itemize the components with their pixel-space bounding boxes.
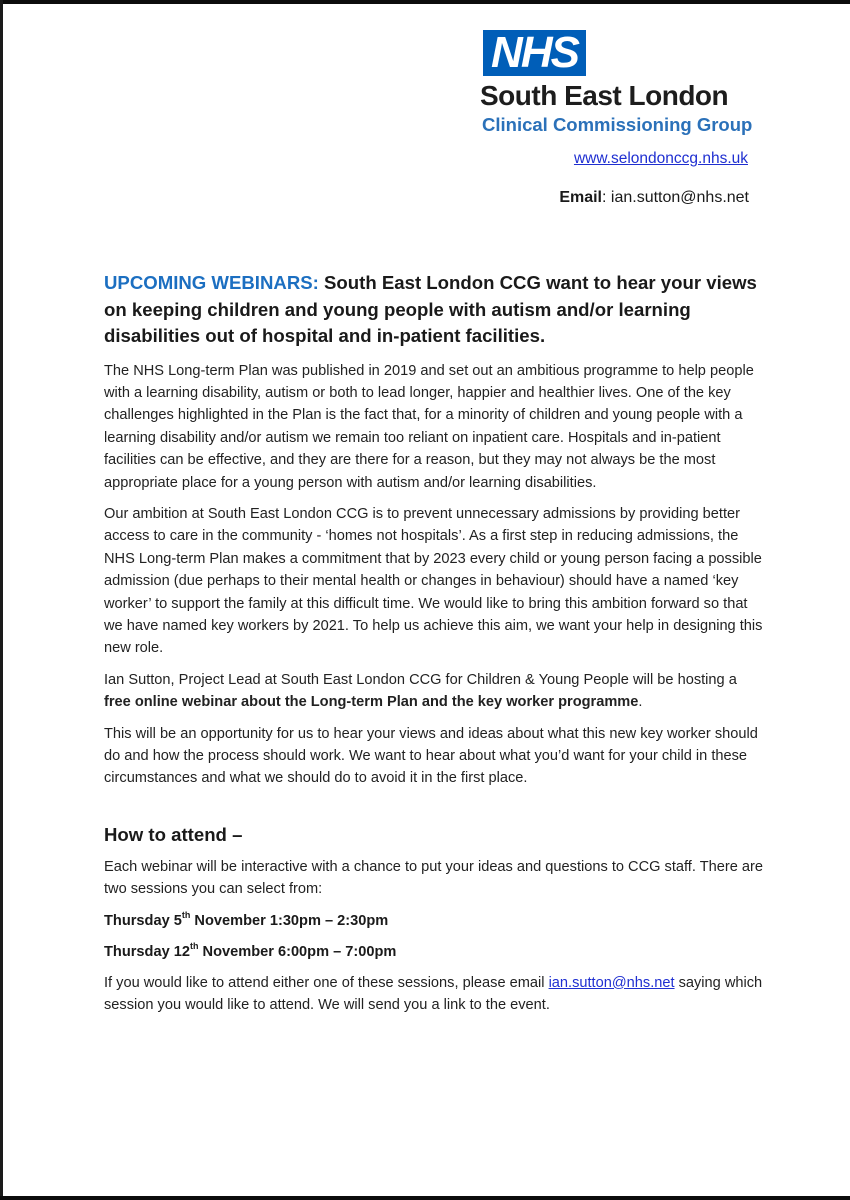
session-suffix: th [181, 909, 191, 920]
page-top-edge [0, 0, 850, 4]
session-1 [104, 910, 764, 932]
session-day: Thursday 5 [104, 912, 182, 929]
session-suffix: th [189, 940, 199, 951]
paragraph-ambition: Our ambition at South East London CCG is to prevent unnecessary admissions by providing better access to care in the community - ‘homes not hospitals’. As a first step in reducing admissions, the NHS Long-term Plan makes a commitment that by 2023 every child or young person facing a possible admission (due perhaps to their mental health or changes in behaviour) should have a named ‘key worker’ to support the family at this difficult time. We would like to bring this ambition forward so that we have named key workers by 2021. To help us achieve this aim, we want your help in designing this new role. [104, 505, 763, 657]
nhs-logo: NHS [483, 30, 586, 76]
closing-paragraph [104, 972, 764, 1017]
closing-end: saying which session you would like to attend. We will send you a link to the event. [104, 974, 763, 1014]
webinar-end: . [638, 694, 643, 711]
headline-rest: South East London CCG want to hear your views on keeping children and young people with autism and/or learning disabilities out of hospital and in-patient facilities. [104, 272, 757, 346]
paragraph-plan: The NHS Long-term Plan was published in 2019 and set out an ambitious programme to help people with a learning disability, autism or both to lead longer, happier and healthier lives. One of the key challenges highlighted in the Plan is the fact that, for a minority of children and young people with a learning disability and/or autism we remain too reliant on inpatient care. Hospitals and in-patient facilities can be effective, and they are there for a reason, but they may not always be the most appropriate place for a young person with autism and/or learning disabilities. [104, 362, 754, 491]
session-time: November 6:00pm – 7:00pm [198, 943, 397, 960]
closing-start: If you would like to attend either one of these sessions, please email [104, 974, 549, 991]
session-2 [104, 941, 764, 963]
email-link[interactable]: ian.sutton@nhs.net [548, 974, 675, 991]
headline-accent: UPCOMING WEBINARS: [104, 272, 319, 293]
letter-body [104, 270, 764, 1025]
session-time: November 1:30pm – 2:30pm [190, 912, 389, 929]
page-bottom-edge [0, 1196, 850, 1200]
webinar-title: free online webinar about the Long-term Plan and the key worker programme [104, 694, 639, 711]
how-to-attend-heading: How to attend – [104, 823, 243, 845]
website-link[interactable]: www.selondonccg.nhs.uk [573, 150, 748, 167]
paragraph-webinar [104, 669, 764, 714]
header-email: Email: ian.sutton@nhs.net [559, 189, 749, 206]
attend-intro: Each webinar will be interactive with a chance to put your ideas and questions to CCG staff. There are two sessions you can select from: [104, 858, 763, 898]
org-name: South East London [480, 80, 729, 111]
email-label: Email [559, 189, 602, 206]
headline [104, 270, 764, 350]
session-day: Thursday 12 [104, 943, 190, 960]
webinar-intro: Ian Sutton, Project Lead at South East London CCG for Children & Young People will be hosting a [104, 671, 737, 688]
email-value: ian.sutton@nhs.net [610, 189, 749, 206]
paragraph-opportunity: This will be an opportunity for us to hear your views and ideas about what this new key worker should do and how the process should work. We want to hear about what you’d want for your child in these circumstances and what we should do to avoid it in the first place. [104, 725, 758, 787]
page-left-edge [0, 0, 3, 1200]
org-subtitle: Clinical Commissioning Group [482, 114, 753, 135]
